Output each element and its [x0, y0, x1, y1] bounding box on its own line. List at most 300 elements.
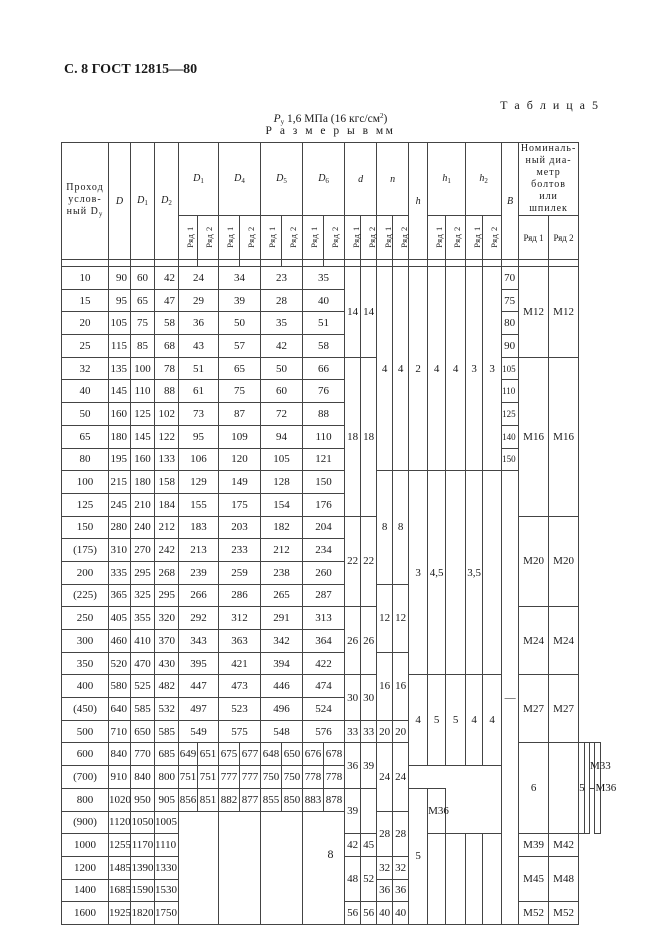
table-cell	[549, 260, 579, 267]
table-row	[62, 743, 601, 766]
table-cell: 88	[155, 380, 179, 403]
table-cell: 87	[219, 403, 261, 426]
table-cell: 48	[345, 856, 361, 901]
col-header-Dx4: $D_4$	[219, 143, 261, 216]
table-cell: 400	[62, 675, 109, 698]
table-cell: 8	[393, 471, 409, 584]
table-cell: 56	[345, 902, 361, 925]
table-cell: 80	[502, 312, 519, 335]
table-cell: 1170	[131, 834, 155, 857]
table-cell: 110	[131, 380, 155, 403]
table-cell: 150	[303, 471, 345, 494]
table-cell: M33	[590, 743, 595, 788]
table-cell: 1050	[131, 811, 155, 834]
table-cell: 195	[109, 448, 131, 471]
table-cell: 26	[361, 607, 377, 675]
table-cell: 3	[409, 471, 428, 675]
table-cell: 2	[409, 267, 428, 471]
table-cell: 600	[62, 743, 109, 766]
table-cell	[261, 260, 282, 267]
table-cell: 474	[303, 675, 345, 698]
row-2-header: Ряд 2	[549, 216, 579, 260]
table-cell: 750	[261, 766, 282, 789]
table-cell: 39	[361, 743, 377, 788]
table-cell: 1005	[155, 811, 179, 834]
table-cell: 94	[261, 425, 303, 448]
table-cell: 180	[109, 425, 131, 448]
table-cell: 110	[502, 380, 519, 403]
table-cell: 840	[109, 743, 131, 766]
table-cell: 291	[261, 607, 303, 630]
table-cell: 122	[155, 425, 179, 448]
table-cell	[219, 260, 240, 267]
table-cell	[345, 260, 361, 267]
table-cell: 184	[155, 493, 179, 516]
table-cell: M39	[519, 834, 549, 857]
table-cell: 523	[219, 698, 261, 721]
row-1-header: Ряд 1	[219, 216, 240, 260]
table-cell: —	[502, 471, 519, 925]
table-cell: 183	[179, 516, 219, 539]
row-1-header: Ряд 1	[377, 216, 393, 260]
table-cell: 100	[62, 471, 109, 494]
table-cell: 800	[155, 766, 179, 789]
table-cell: 676	[303, 743, 324, 766]
table-cell: 95	[109, 289, 131, 312]
table-cell: 335	[109, 561, 131, 584]
table-cell: 85	[131, 335, 155, 358]
table-cell: 40	[62, 380, 109, 403]
table-cell: 18	[361, 357, 377, 516]
table-cell: 24	[393, 743, 409, 811]
table-cell: 42	[261, 335, 303, 358]
table-cell: 1200	[62, 856, 109, 879]
table-row	[62, 607, 601, 630]
table-cell	[62, 260, 109, 267]
table-cell: 210	[131, 493, 155, 516]
table-cell: 405	[109, 607, 131, 630]
table-cell: 259	[219, 561, 261, 584]
table-cell: 363	[219, 630, 261, 653]
table-row	[62, 516, 601, 539]
table-cell: 47	[155, 289, 179, 312]
table-cell: 548	[261, 720, 303, 743]
table-cell: 313	[303, 607, 345, 630]
table-cell: 20	[377, 720, 393, 743]
table-cell: 128	[261, 471, 303, 494]
table-cell: 685	[155, 743, 179, 766]
table-cell: 213	[179, 539, 219, 562]
table-cell: 430	[155, 652, 179, 675]
table-cell: M24	[519, 607, 549, 675]
table-cell: 150	[62, 516, 109, 539]
table-cell	[109, 260, 131, 267]
table-cell: 6	[519, 743, 549, 834]
table-cell: 40	[303, 289, 345, 312]
table-cell: 234	[303, 539, 345, 562]
table-cell: 73	[179, 403, 219, 426]
table-cell: 80	[62, 448, 109, 471]
row-2-header: Ряд 2	[240, 216, 261, 260]
pressure-line: $P_y$ 1,6 МПа (16 кгс/$см^2$)	[273, 112, 388, 126]
table-cell: M24	[549, 607, 579, 675]
table-cell: M27	[519, 675, 549, 743]
table-cell: (225)	[62, 584, 109, 607]
table-cell	[219, 811, 261, 924]
table-cell: M52	[519, 902, 549, 925]
table-cell: 851	[198, 788, 219, 811]
table-cell: 1120	[109, 811, 131, 834]
table-cell: 242	[155, 539, 179, 562]
table-cell: 36	[377, 879, 393, 902]
table-cell: 39	[345, 788, 361, 833]
table-cell: 12	[393, 584, 409, 652]
table-cell: 770	[131, 743, 155, 766]
table-cell: 777	[240, 766, 261, 789]
table-cell: M42	[549, 834, 579, 857]
table-cell: 260	[303, 561, 345, 584]
table-cell: 50	[62, 403, 109, 426]
table-cell: 500	[62, 720, 109, 743]
table-cell: 355	[131, 607, 155, 630]
table-cell	[303, 260, 324, 267]
table-cell: 3	[466, 267, 483, 471]
table-body	[62, 267, 617, 925]
row-1-header: Ряд 1	[261, 216, 282, 260]
table-cell: 549	[179, 720, 219, 743]
table-cell: 115	[109, 335, 131, 358]
table-cell	[303, 811, 345, 924]
table-cell: 106	[179, 448, 219, 471]
table-cell: 121	[303, 448, 345, 471]
table-cell: 4	[393, 267, 409, 471]
table-cell: 75	[502, 289, 519, 312]
table-cell: 287	[303, 584, 345, 607]
table-cell: (175)	[62, 539, 109, 562]
table-cell: 204	[303, 516, 345, 539]
col-header-B: B	[502, 143, 519, 260]
table-cell: 105	[261, 448, 303, 471]
col-header-pass: Проход услов- ный $D_у$	[62, 143, 109, 260]
table-cell: 133	[155, 448, 179, 471]
table-cell: 102	[155, 403, 179, 426]
table-cell	[324, 260, 345, 267]
table-cell: 312	[219, 607, 261, 630]
row-1-header: Ряд 1	[179, 216, 198, 260]
table-cell: 1020	[109, 788, 131, 811]
table-row	[62, 675, 601, 698]
table-cell: 1485	[109, 856, 131, 879]
table-label: Т а б л и ц а 5	[500, 98, 600, 112]
table-cell: 125	[502, 403, 519, 426]
table-cell: 68	[155, 335, 179, 358]
table-cell: 120	[219, 448, 261, 471]
table-cell: 421	[219, 652, 261, 675]
table-cell: M45	[519, 856, 549, 901]
table-cell: 840	[131, 766, 155, 789]
table-cell: (900)	[62, 811, 109, 834]
table-cell: 43	[179, 335, 219, 358]
table-cell: 520	[109, 652, 131, 675]
table-cell: 125	[131, 403, 155, 426]
table-cell: 40	[393, 902, 409, 925]
table-cell: 342	[261, 630, 303, 653]
table-cell: 182	[261, 516, 303, 539]
table-cell: 295	[131, 561, 155, 584]
table-cell: 751	[198, 766, 219, 789]
table-cell: 36	[179, 312, 219, 335]
row-1-header: Ряд 1	[303, 216, 324, 260]
table-cell: 525	[131, 675, 155, 698]
table-cell: 160	[109, 403, 131, 426]
page-header: С. 8 ГОСТ 12815—80	[64, 62, 198, 77]
table-cell	[155, 260, 179, 267]
table-cell: 32	[377, 856, 393, 879]
table-cell: 25	[62, 335, 109, 358]
table-cell: 856	[179, 788, 198, 811]
table-cell: 648	[261, 743, 282, 766]
table-cell: 45	[361, 834, 377, 857]
table-cell: 778	[303, 766, 324, 789]
table-cell: 33	[345, 720, 361, 743]
table-cell: 36	[345, 743, 361, 788]
table-cell: 66	[303, 357, 345, 380]
table-cell: 910	[109, 766, 131, 789]
table-cell: M12	[549, 267, 579, 358]
table-cell: 580	[109, 675, 131, 698]
table-cell	[549, 743, 579, 834]
table-cell: 473	[219, 675, 261, 698]
table-cell: 855	[261, 788, 282, 811]
col-header-h1: $h_1$	[428, 143, 466, 216]
table-cell: 180	[131, 471, 155, 494]
table-cell: 4,5	[428, 471, 446, 675]
table-cell: 35	[303, 267, 345, 290]
table-cell: 280	[109, 516, 131, 539]
table-cell: 5	[428, 675, 446, 766]
table-cell: 72	[261, 403, 303, 426]
table-cell: 343	[179, 630, 219, 653]
table-cell: 24	[179, 267, 219, 290]
table-cell	[361, 260, 377, 267]
table-cell	[179, 811, 219, 924]
table-cell: 4	[377, 267, 393, 471]
table-cell: 1400	[62, 879, 109, 902]
col-header-d: d	[345, 143, 377, 216]
table-cell: 482	[155, 675, 179, 698]
table-cell: 65	[219, 357, 261, 380]
table-cell: 56	[361, 902, 377, 925]
table-cell: 265	[261, 584, 303, 607]
table-cell	[393, 260, 409, 267]
table-cell: 34	[219, 267, 261, 290]
table-cell: 850	[282, 788, 303, 811]
row-1-header: Ряд 1	[519, 216, 549, 260]
table-cell: 710	[109, 720, 131, 743]
table-head	[62, 143, 601, 267]
table-cell: 1330	[155, 856, 179, 879]
table-cell: 215	[109, 471, 131, 494]
table-cell: 325	[131, 584, 155, 607]
table-cell: 532	[155, 698, 179, 721]
table-cell: 50	[261, 357, 303, 380]
table-cell: 16	[393, 652, 409, 720]
table-cell: 58	[155, 312, 179, 335]
table-cell: 576	[303, 720, 345, 743]
table-cell: 78	[155, 357, 179, 380]
table-cell: 149	[219, 471, 261, 494]
table-cell: 777	[219, 766, 240, 789]
table-cell: 364	[303, 630, 345, 653]
table-cell: 42	[345, 834, 361, 857]
table-cell: 24	[377, 743, 393, 811]
table-cell: (700)	[62, 766, 109, 789]
table-cell: 90	[502, 335, 519, 358]
table-cell: 203	[219, 516, 261, 539]
table-cell: M36	[595, 743, 601, 834]
table-cell: 1255	[109, 834, 131, 857]
table-cell: 470	[131, 652, 155, 675]
table-cell: M48	[549, 856, 579, 901]
table-cell: 300	[62, 630, 109, 653]
table-cell: 286	[219, 584, 261, 607]
table-cell: 125	[62, 493, 109, 516]
table-cell: 240	[131, 516, 155, 539]
table-cell: 585	[131, 698, 155, 721]
col-header-Dx5: $D_5$	[261, 143, 303, 216]
table-cell: 100	[131, 357, 155, 380]
table-cell: 158	[155, 471, 179, 494]
table-cell: 154	[261, 493, 303, 516]
table-cell: 678	[324, 743, 345, 766]
col-header-n: n	[377, 143, 409, 216]
table-cell: M20	[549, 516, 579, 607]
table-cell: 212	[155, 516, 179, 539]
table-cell	[198, 260, 219, 267]
table-cell: 23	[261, 267, 303, 290]
table-cell: M16	[519, 357, 549, 516]
table-cell	[377, 260, 393, 267]
table-cell	[502, 260, 519, 267]
table-cell: 292	[179, 607, 219, 630]
table-cell: 3	[483, 267, 502, 471]
table-cell: 22	[361, 516, 377, 607]
table-cell: 14	[345, 267, 361, 358]
table-cell: 640	[109, 698, 131, 721]
table-cell	[179, 260, 198, 267]
table-cell: 238	[261, 561, 303, 584]
table-cell: 58	[303, 335, 345, 358]
table-cell	[240, 260, 261, 267]
table-cell: 88	[303, 403, 345, 426]
table-cell: M12	[519, 267, 549, 358]
table-cell: 320	[155, 607, 179, 630]
table-cell: 1590	[131, 879, 155, 902]
row-2-header: Ряд 2	[282, 216, 303, 260]
table-cell: 160	[131, 448, 155, 471]
table-cell: 65	[62, 425, 109, 448]
table-cell: (450)	[62, 698, 109, 721]
table-cell: 140	[502, 425, 519, 448]
table-cell: M36	[428, 788, 446, 833]
table-cell: 16	[377, 652, 393, 720]
table-cell	[483, 260, 502, 267]
table-cell: 135	[109, 357, 131, 380]
table-cell: 675	[219, 743, 240, 766]
table-cell: 4	[409, 675, 428, 766]
table-cell: 75	[131, 312, 155, 335]
table-cell: 1600	[62, 902, 109, 925]
table-cell: 14	[361, 267, 377, 358]
table-cell: 1530	[155, 879, 179, 902]
table-cell: 800	[62, 788, 109, 811]
table-cell: 105	[502, 357, 519, 380]
table-cell: 32	[62, 357, 109, 380]
table-cell: 5	[579, 743, 584, 834]
table-cell: 677	[240, 743, 261, 766]
table-cell: 268	[155, 561, 179, 584]
table-cell: 1000	[62, 834, 109, 857]
table-cell: 52	[361, 856, 377, 901]
table-cell: 129	[179, 471, 219, 494]
table-cell: 18	[345, 357, 361, 516]
col-header-h2: $h_2$	[466, 143, 502, 216]
row-1-header: Ряд 1	[345, 216, 361, 260]
table-cell: 245	[109, 493, 131, 516]
table-cell: 61	[179, 380, 219, 403]
table-cell: 410	[131, 630, 155, 653]
col-header-bolt: Номиналь- ный диа- метр болтов или шпилек	[519, 143, 579, 216]
table-cell: 40	[377, 902, 393, 925]
table-cell: 1820	[131, 902, 155, 925]
table-cell: 26	[345, 607, 361, 675]
table-cell: 5	[409, 788, 428, 924]
table-cell: 239	[179, 561, 219, 584]
table-cell: 28	[377, 811, 393, 856]
table-cell: 878	[324, 788, 345, 811]
table-cell: 51	[179, 357, 219, 380]
row-1-header: Ряд 1	[466, 216, 483, 260]
table-cell: 3,5	[466, 471, 483, 675]
table-cell: 883	[303, 788, 324, 811]
table-cell: 395	[179, 652, 219, 675]
table-cell: 145	[109, 380, 131, 403]
table-cell: 30	[345, 675, 361, 720]
table-cell	[261, 811, 303, 924]
table-cell: 60	[131, 267, 155, 290]
table-cell: 651	[198, 743, 219, 766]
table-cell: 750	[282, 766, 303, 789]
table-cell: 1750	[155, 902, 179, 925]
table-cell: 51	[303, 312, 345, 335]
page-number: 8	[327, 847, 334, 861]
table-cell: 877	[240, 788, 261, 811]
table-cell	[131, 260, 155, 267]
table-cell: 1925	[109, 902, 131, 925]
table-cell: 365	[109, 584, 131, 607]
dimensions-label: Р а з м е р ы в мм	[265, 125, 396, 137]
table-cell: 1685	[109, 879, 131, 902]
col-header-D: D	[109, 143, 131, 260]
table-cell: 446	[261, 675, 303, 698]
table-cell: 394	[261, 652, 303, 675]
table-cell	[446, 471, 466, 675]
table-cell	[361, 788, 377, 833]
flange-dimensions-table	[61, 142, 617, 925]
table-cell: 95	[179, 425, 219, 448]
table-cell: 8	[377, 471, 393, 584]
col-header-D1: $D_1$	[131, 143, 155, 260]
